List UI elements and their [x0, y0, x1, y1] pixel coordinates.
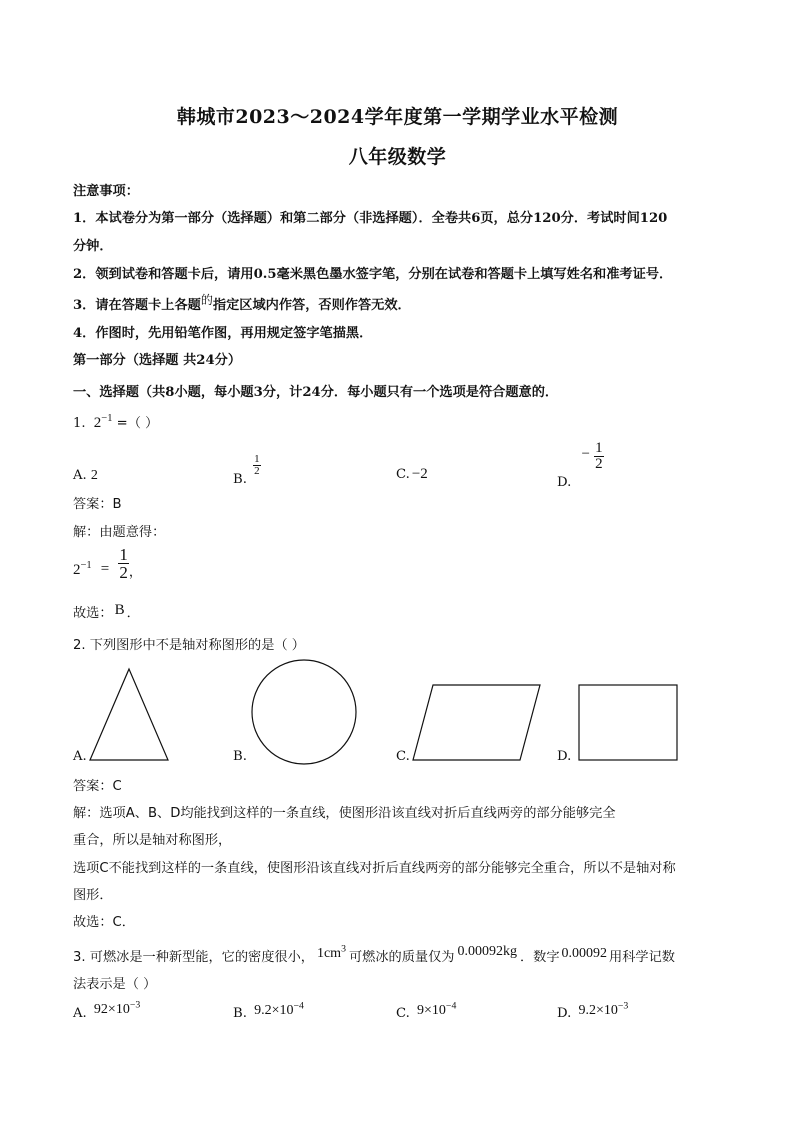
circle-shape: [252, 660, 356, 764]
q1-work: $2^{-1}$ = $\frac{1}{2}$ $_,$: [73, 545, 143, 582]
page-title: 韩城市2023～2024学年度第一学期学业水平检测: [176, 106, 619, 128]
q2-solution-4: 图形．: [73, 888, 113, 903]
q2-label-b: B.: [233, 749, 247, 764]
rectangle-shape: [579, 685, 677, 760]
q2-solution-3: 选项C不能找到这样的一条直线，使图形沿该直线对折后直线两旁的部分能够完全重合，所以不是轴对称: [73, 861, 676, 876]
q3-stem-line2: 法表示是（ ）: [73, 977, 157, 992]
q2-label-c: C.: [396, 749, 410, 764]
section-heading: 一、选择题（共8小题，每小题3分，计24分．每小题只有一个选项是符合题意的．: [73, 385, 559, 400]
notice-item-2: 2．领到试卷和答题卡后，请用0.5毫米黑色墨水签字笔，分别在试卷和答题卡上填写姓名和准考证号．: [73, 267, 673, 282]
q2-label-d: D.: [557, 749, 572, 764]
triangle-shape: [90, 669, 168, 760]
q1-answer: 答案：B: [73, 497, 122, 512]
q2-answer: 答案：C: [73, 779, 122, 794]
notice-heading: 注意事项：: [73, 184, 139, 199]
notice-item-1-cont: 分钟．: [73, 239, 113, 254]
parallelogram-shape: [413, 685, 540, 760]
q1-option-d: D. − $\frac{1}{2}$: [557, 440, 603, 490]
q1-solution-intro: 解：由题意得：: [73, 525, 166, 540]
q1-stem: 1. $2^{-1}$ =（ ）: [73, 413, 159, 431]
page-subtitle: 八年级数学: [348, 146, 447, 168]
q3-option-c: C. $9\times 10^{-4}$: [396, 1000, 457, 1021]
q1-option-b: B. $\frac{1}{2}$: [233, 453, 260, 487]
notice-item-3: 3．请在答题卡上各题的指定区域内作答，否则作答无效．: [73, 293, 411, 313]
q2-stem: 2. 下列图形中不是轴对称图形的是（ ）: [73, 638, 305, 653]
q3-option-b: B. $9.2\times 10^{-4}$: [233, 1000, 304, 1021]
notice-item-1: 1．本试卷分为第一部分（选择题）和第二部分（非选择题）．全卷共6页，总分120分．考试时间120: [73, 211, 668, 226]
q2-solution-2: 重合，所以是轴对称图形，: [73, 833, 232, 848]
part1-heading: 第一部分（选择题 共24分）: [73, 353, 242, 368]
q1-option-a: A. 2: [73, 468, 98, 483]
notice-item-4: 4．作图时，先用铅笔作图，再用规定签字笔描黑．: [73, 326, 373, 341]
q3-stem-line1: 3. 可燃冰是一种新型能，它的密度很小， $1cm^3$可燃冰的质量仅为 0.00092kg ．数字 0.00092 用科学记数: [73, 943, 675, 965]
q2-solution-1: 解：选项A、B、D均能找到这样的一条直线，使图形沿该直线对折后直线两旁的部分能够完全: [73, 806, 616, 821]
q2-label-a: A.: [73, 749, 87, 764]
q1-choose: 故选： B ．: [73, 602, 140, 621]
q1-option-c: C. −2: [396, 466, 428, 482]
q2-solution-5: 故选：C．: [73, 915, 135, 930]
q3-option-d: D. $9.2\times 10^{-3}$: [557, 1000, 629, 1021]
q3-option-a: A. $92\times 10^{-3}$: [73, 999, 141, 1021]
